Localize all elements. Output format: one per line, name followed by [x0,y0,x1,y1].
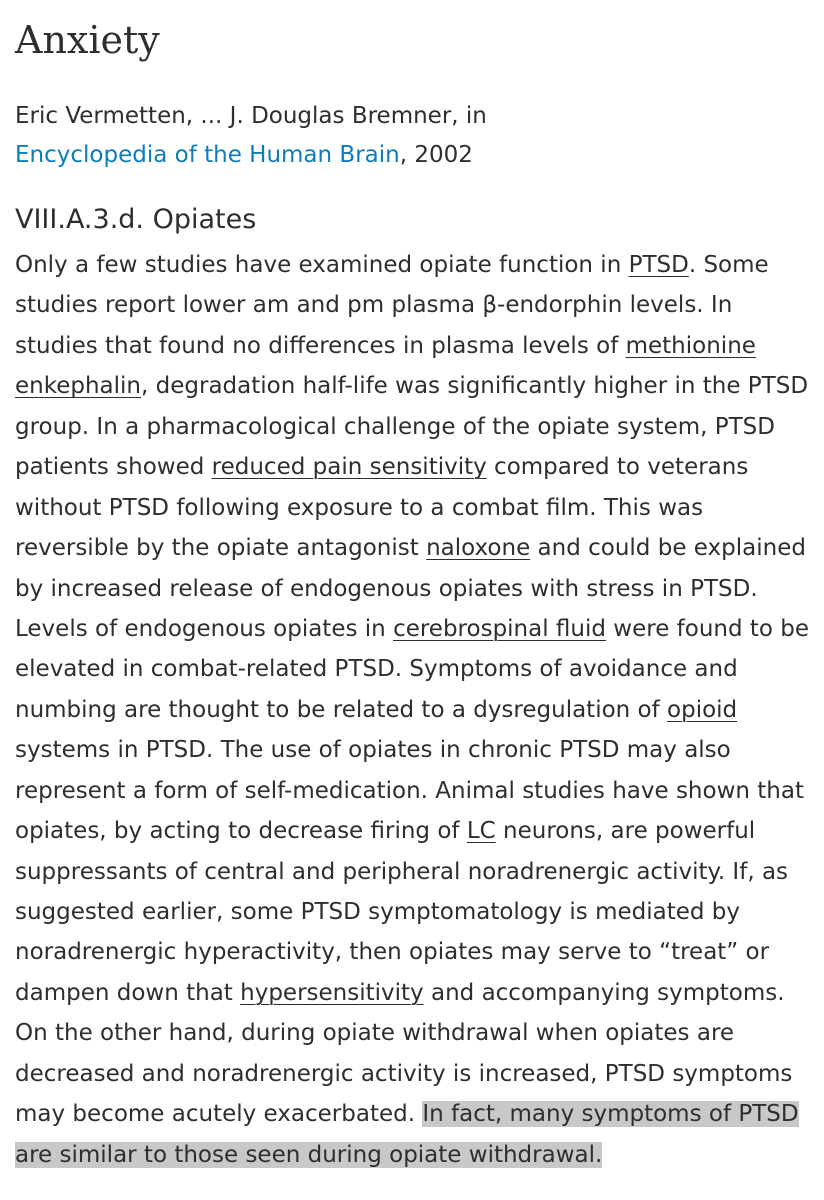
term-link-naloxone[interactable]: naloxone [426,535,531,562]
text-fragment: and accompanying symptoms. [423,979,785,1006]
text-fragment: Levels of endogenous opiates in [15,615,394,642]
section-heading: VIII.A.3.d. Opiates [15,204,257,235]
source-book-link[interactable]: Encyclopedia of the Human Brain [15,142,400,168]
text-fragment: were found to be [605,615,810,642]
text-fragment: Only a few studies have examined opiate function in [15,252,629,278]
text-line: suppressants of central and peripheral noradrenergic activity. If, as [15,858,789,885]
text-line [15,447,824,487]
term-link-hypersensitivity[interactable]: hypersensitivity [240,979,424,1006]
text-line: without PTSD following exposure to a combat film. This was [15,494,704,521]
text-line: elevated in combat-related PTSD. Symptoms of avoidance and [15,656,738,683]
term-link-opioid[interactable]: opioid [667,696,738,723]
term-link-ptsd[interactable]: PTSD [628,252,689,278]
text-fragment: , degradation half-life was significantly higher in the PTSD [141,373,809,400]
text-line: On the other hand, during opiate withdrawal when opiates are [15,1020,735,1047]
text-line: represent a form of self-medication. Animal studies have shown that [15,777,804,804]
term-link-reduced-pain-sensitivity[interactable]: reduced pain sensitivity [211,454,487,481]
text-line [15,366,824,406]
text-line: decreased and noradrenergic activity is increased, PTSD symptoms [15,1060,793,1087]
text-fragment: . Some [688,252,769,278]
authors-line: Eric Vermetten, ... J. Douglas Bremner, in [15,103,487,129]
text-line: by increased release of endogenous opiates with stress in PTSD. [15,575,758,602]
text-fragment: opiates, by acting to decrease firing of [15,818,467,845]
text-line [15,973,824,1013]
text-fragment: may become acutely exacerbated. [15,1101,423,1128]
text-fragment: numbing are thought to be related to a dysregulation of [15,696,668,723]
section-body [15,245,824,1175]
text-fragment: patients showed [15,454,212,481]
text-line [15,528,824,568]
highlighted-text[interactable]: are similar to those seen during opiate withdrawal. [15,1141,603,1168]
text-fragment: studies that found no differences in plasma levels of [15,332,626,359]
text-line [15,1094,824,1134]
highlighted-text[interactable]: In fact, many symptoms of PTSD [422,1101,799,1128]
text-line [15,690,824,730]
source-line [15,135,473,175]
term-link-methionine-enkephalin[interactable]: enkephalin [15,373,142,400]
text-fragment: and could be explained [530,535,806,562]
text-line [15,326,824,366]
text-line [15,1135,824,1175]
term-link-lc[interactable]: LC [466,818,496,845]
text-line: noradrenergic hyperactivity, then opiates may serve to “treat” or [15,939,770,966]
text-fragment: reversible by the opiate antagonist [15,535,427,562]
text-line [15,245,824,285]
term-link-methionine-enkephalin[interactable]: methionine [625,332,756,359]
text-line [15,609,824,649]
text-line: group. In a pharmacological challenge of the opiate system, PTSD [15,413,775,440]
page-title: Anxiety [15,18,160,62]
text-line: studies report lower am and pm plasma β-endorphin levels. In [15,292,733,319]
text-fragment: compared to veterans [486,454,749,481]
source-year: , 2002 [399,142,473,168]
text-line: suggested earlier, some PTSD symptomatology is mediated by [15,899,741,925]
text-fragment: neurons, are powerful [495,818,756,845]
text-line [15,811,824,851]
text-fragment: dampen down that [15,979,241,1006]
term-link-cerebrospinal-fluid[interactable]: cerebrospinal fluid [393,615,606,642]
text-line: systems in PTSD. The use of opiates in chronic PTSD may also [15,737,731,764]
